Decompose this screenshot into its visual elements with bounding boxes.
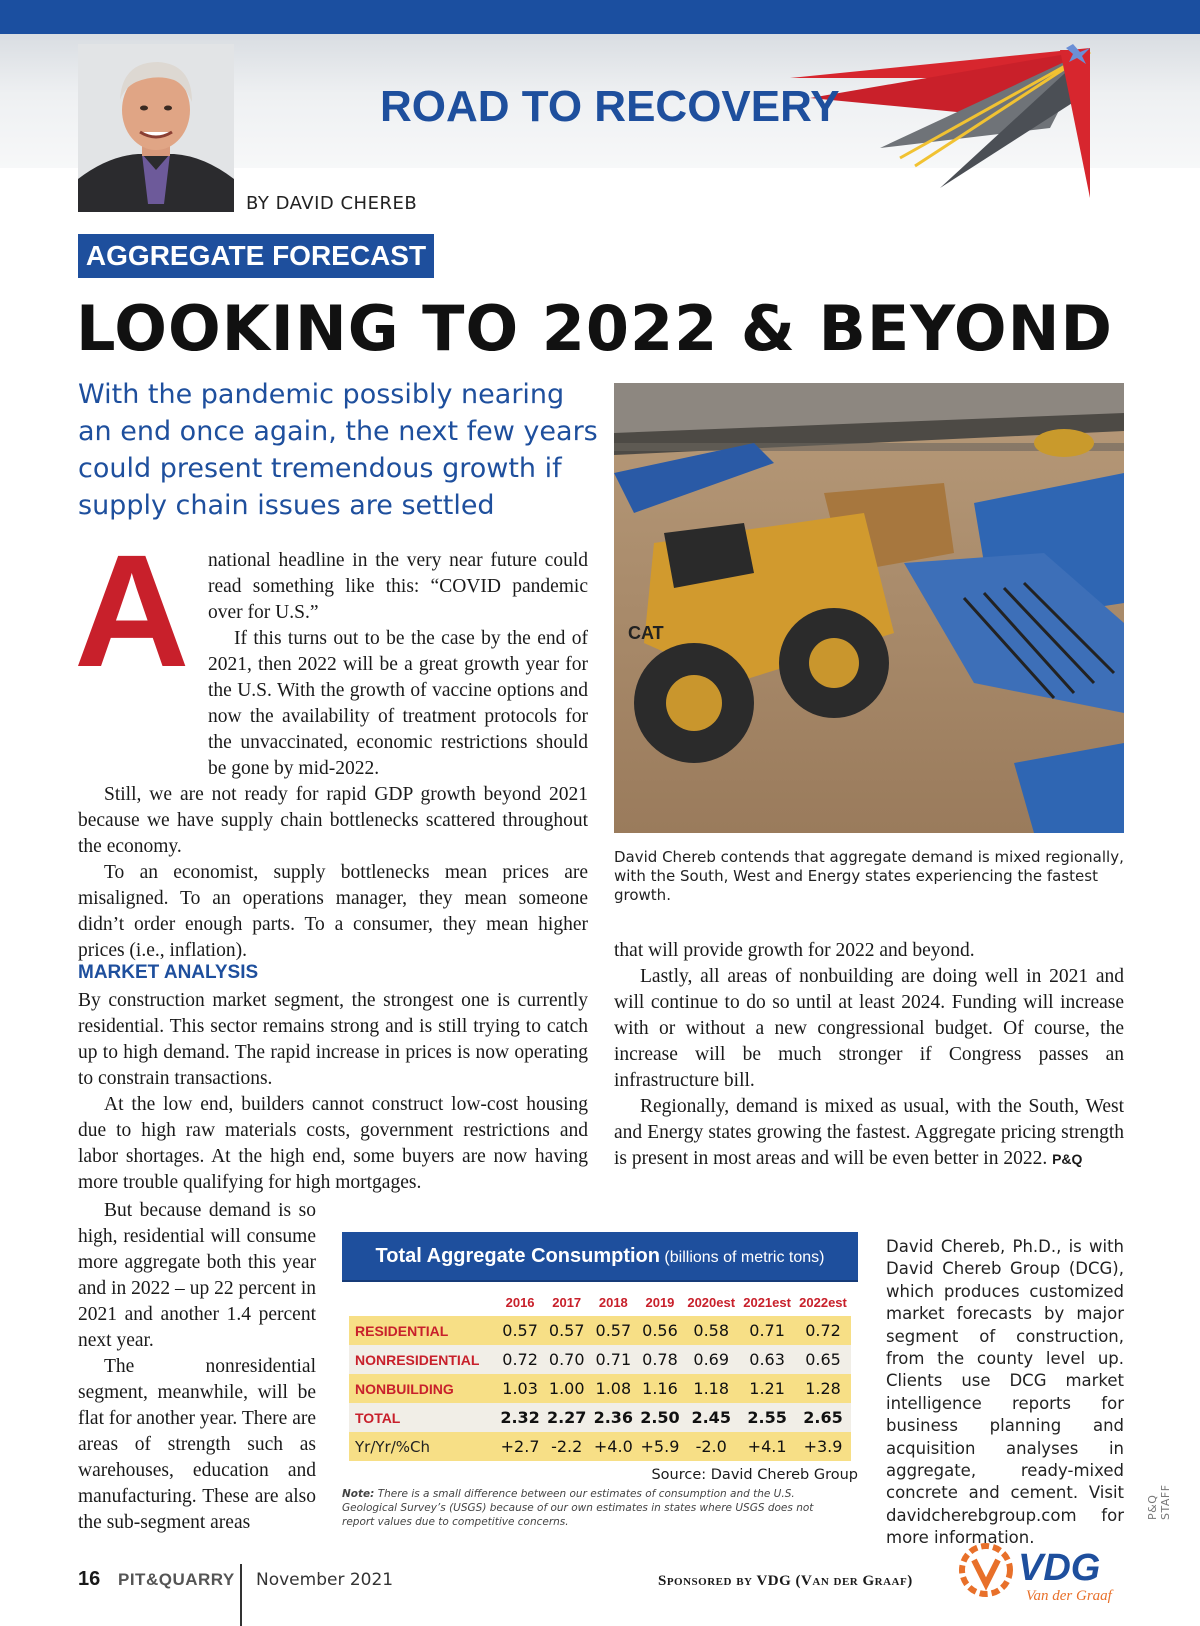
table-cell: 0.71 bbox=[739, 1316, 795, 1345]
table-cell: 0.71 bbox=[590, 1345, 637, 1374]
dek: With the pandemic possibly nearing an end once again, the next few years could present tremendous growth if supply chain issues are settled bbox=[78, 379, 598, 521]
data-table bbox=[349, 1288, 851, 1461]
table-units: (billions of metric tons) bbox=[664, 1249, 825, 1266]
table-cell: 0.58 bbox=[683, 1316, 739, 1345]
page-number: 16 bbox=[78, 1568, 101, 1590]
table-header-row bbox=[349, 1288, 851, 1316]
article-column-2 bbox=[614, 938, 1124, 1172]
paragraph-3: Still, we are not ready for rapid GDP growth beyond 2021 because we have supply chain bottlenecks scattered throughout the economy. bbox=[78, 784, 588, 857]
photo-caption: David Chereb contends that aggregate demand is mixed regionally, with the South, West and Energy states experiencing the fastest growth. bbox=[614, 848, 1124, 904]
end-mark: P&Q bbox=[1052, 1151, 1083, 1167]
paragraph-11-text: Regionally, demand is mixed as usual, with the South, West and Energy states growing the fastest. Aggregate pricing strength is present in most areas and will be even better in 2022. bbox=[614, 1096, 1124, 1169]
table-row-yoy-change bbox=[349, 1432, 851, 1461]
paragraph-2 bbox=[208, 626, 588, 782]
paragraph-9: that will provide growth for 2022 and beyond. bbox=[614, 940, 975, 961]
table-cell: -2.2 bbox=[543, 1432, 590, 1461]
table-cell: 0.57 bbox=[543, 1316, 590, 1345]
photo-credit: P&Q STAFF bbox=[1146, 1484, 1172, 1520]
loader-photo bbox=[614, 383, 1124, 833]
magazine-name: PIT&QUARRY bbox=[118, 1570, 235, 1589]
column-header: 2018 bbox=[598, 1294, 628, 1310]
table-cell: 2.45 bbox=[683, 1403, 739, 1432]
row-label: NONRESIDENTIAL bbox=[349, 1345, 497, 1374]
table-cell: 0.69 bbox=[683, 1345, 739, 1374]
byline: BY DAVID CHEREB bbox=[246, 193, 418, 214]
paragraph-2-text: If this turns out to be the case by the end of 2021, then 2022 will be a great growth year for the U.S. With the growth of vaccine options and now the availability of treatment protocols for the unvaccinated, economic restrictions should be gone by mid-2022. bbox=[208, 628, 588, 779]
table-cell: 1.21 bbox=[739, 1374, 795, 1403]
table-cell: 0.56 bbox=[637, 1316, 684, 1345]
author-photo bbox=[78, 44, 234, 212]
table-cell: +3.9 bbox=[795, 1432, 851, 1461]
section-tag: AGGREGATE FORECAST bbox=[78, 234, 434, 278]
table-row-total bbox=[349, 1403, 851, 1432]
vdg-logo-subtext: Van der Graaf bbox=[1026, 1588, 1112, 1604]
row-label: NONBUILDING bbox=[349, 1374, 497, 1403]
table-cell: 2.36 bbox=[590, 1403, 637, 1432]
table-cell: 2.65 bbox=[795, 1403, 851, 1432]
table-note bbox=[342, 1487, 842, 1529]
paragraph-10: Lastly, all areas of nonbuilding are doing well in 2021 and will continue to do so until at least 2024. Funding will increase with or without a new congressional budget. Of course, the increase will be much stronger if Congress passes an infrastructure bill. bbox=[614, 966, 1124, 1091]
table-cell: 0.63 bbox=[739, 1345, 795, 1374]
series-title: ROAD TO RECOVERY bbox=[380, 82, 840, 131]
aggregate-consumption-table bbox=[342, 1232, 858, 1529]
footer-divider bbox=[240, 1564, 242, 1626]
table-cell: 1.28 bbox=[795, 1374, 851, 1403]
paragraph-5: By construction market segment, the strongest one is currently residential. This sector remains strong and is still trying to catch up to high demand. The rapid increase in prices is now operating to constrain transactions. bbox=[78, 990, 588, 1089]
table-title-bar bbox=[342, 1232, 858, 1280]
paragraph-11 bbox=[614, 1094, 1124, 1172]
table-cell: 0.65 bbox=[795, 1345, 851, 1374]
paragraph-1: national headline in the very near future could read something like this: “COVID pandemic over for U.S.” bbox=[208, 550, 588, 623]
vdg-logo-text: VDG bbox=[1018, 1547, 1101, 1589]
svg-text:CAT: CAT bbox=[628, 623, 664, 643]
paragraph-4: To an economist, supply bottlenecks mean prices are misaligned. To an operations manager, they mean someone didn’t order enough parts. To a consumer, they mean higher prices (i.e., inflation). bbox=[78, 862, 588, 961]
column-header: 2017 bbox=[552, 1294, 582, 1310]
table-cell: +2.7 bbox=[497, 1432, 544, 1461]
column-header: 2019 bbox=[645, 1294, 675, 1310]
table-cell: 0.72 bbox=[795, 1316, 851, 1345]
table-cell: +4.1 bbox=[739, 1432, 795, 1461]
table-cell: +5.9 bbox=[637, 1432, 684, 1461]
vdg-logo bbox=[958, 1540, 1128, 1606]
table-cell: 2.55 bbox=[739, 1403, 795, 1432]
table-row-residential bbox=[349, 1316, 851, 1345]
table-cell: 2.32 bbox=[497, 1403, 544, 1432]
road-arrow-graphic bbox=[790, 38, 1130, 208]
table-cell: 1.03 bbox=[497, 1374, 544, 1403]
paragraph-7: But because demand is so high, residential will consume more aggregate both this year and in 2022 – up 22 percent in 2021 and another 1.4 percent next year. bbox=[78, 1200, 316, 1351]
table-cell: 0.72 bbox=[497, 1345, 544, 1374]
table-cell: +4.0 bbox=[590, 1432, 637, 1461]
row-label: Yr/Yr/%Ch bbox=[349, 1432, 497, 1461]
table-source: Source: David Chereb Group bbox=[651, 1467, 858, 1483]
table-cell: 0.57 bbox=[590, 1316, 637, 1345]
table-title: Total Aggregate Consumption bbox=[375, 1245, 660, 1267]
table-note-label: Note: bbox=[342, 1488, 375, 1500]
table-note-text: There is a small difference between our estimates of consumption and the U.S. Geological Survey’s (USGS) because of our own estimates in states where USGS does not report values due to competitive concerns. bbox=[342, 1488, 814, 1528]
table-cell: 1.08 bbox=[590, 1374, 637, 1403]
row-label: RESIDENTIAL bbox=[349, 1316, 497, 1345]
column-header-blank bbox=[349, 1288, 497, 1316]
article-column-1-top bbox=[78, 548, 588, 964]
paragraph-6: At the low end, builders cannot construct low-cost housing due to high raw materials costs, government restrictions and labor shortages. At the high end, some buyers are now having more trouble qualifying for high mortgages. bbox=[78, 1094, 588, 1193]
column-header: 2016 bbox=[505, 1294, 535, 1310]
market-analysis-heading: MARKET ANALYSIS bbox=[78, 962, 259, 983]
column-header: 2021est bbox=[743, 1294, 791, 1310]
table-row-nonresidential bbox=[349, 1345, 851, 1374]
column-header: 2020est bbox=[687, 1294, 736, 1310]
table-cell: 1.16 bbox=[637, 1374, 684, 1403]
article-column-1-middle bbox=[78, 988, 588, 1196]
table-cell: 1.00 bbox=[543, 1374, 590, 1403]
table-cell: 0.78 bbox=[637, 1345, 684, 1374]
table-row-nonbuilding bbox=[349, 1374, 851, 1403]
table-cell: 1.18 bbox=[683, 1374, 739, 1403]
row-label: TOTAL bbox=[349, 1403, 497, 1432]
table-cell: 2.50 bbox=[637, 1403, 684, 1432]
drop-cap: A bbox=[74, 521, 190, 700]
table-cell: 0.57 bbox=[497, 1316, 544, 1345]
paragraph-8: The nonresidential segment, meanwhile, will be flat for another year. There are areas of strength such as warehouses, education and manufacturing. These are also the sub-segment areas bbox=[78, 1356, 316, 1533]
author-bio: David Chereb, Ph.D., is with David Chereb Group (DCG), which produces customized market forecasts by major segment of construction, from the county level up. Clients use DCG market intelligence reports for business planning and acquisition analyses in aggregate, ready-mixed concrete and cement. Visit davidcherebgroup.com for more information. bbox=[886, 1237, 1124, 1548]
table-cell: 2.27 bbox=[543, 1403, 590, 1432]
column-header: 2022est bbox=[799, 1294, 847, 1310]
table-cell: 0.70 bbox=[543, 1345, 590, 1374]
sponsor-line: Sponsored by VDG (Van der Graaf) bbox=[658, 1573, 913, 1589]
article-column-1-bottom bbox=[78, 1198, 316, 1536]
table-cell: -2.0 bbox=[683, 1432, 739, 1461]
headline: LOOKING TO 2022 & BEYOND bbox=[76, 292, 1113, 365]
issue-date: November 2021 bbox=[256, 1570, 394, 1590]
